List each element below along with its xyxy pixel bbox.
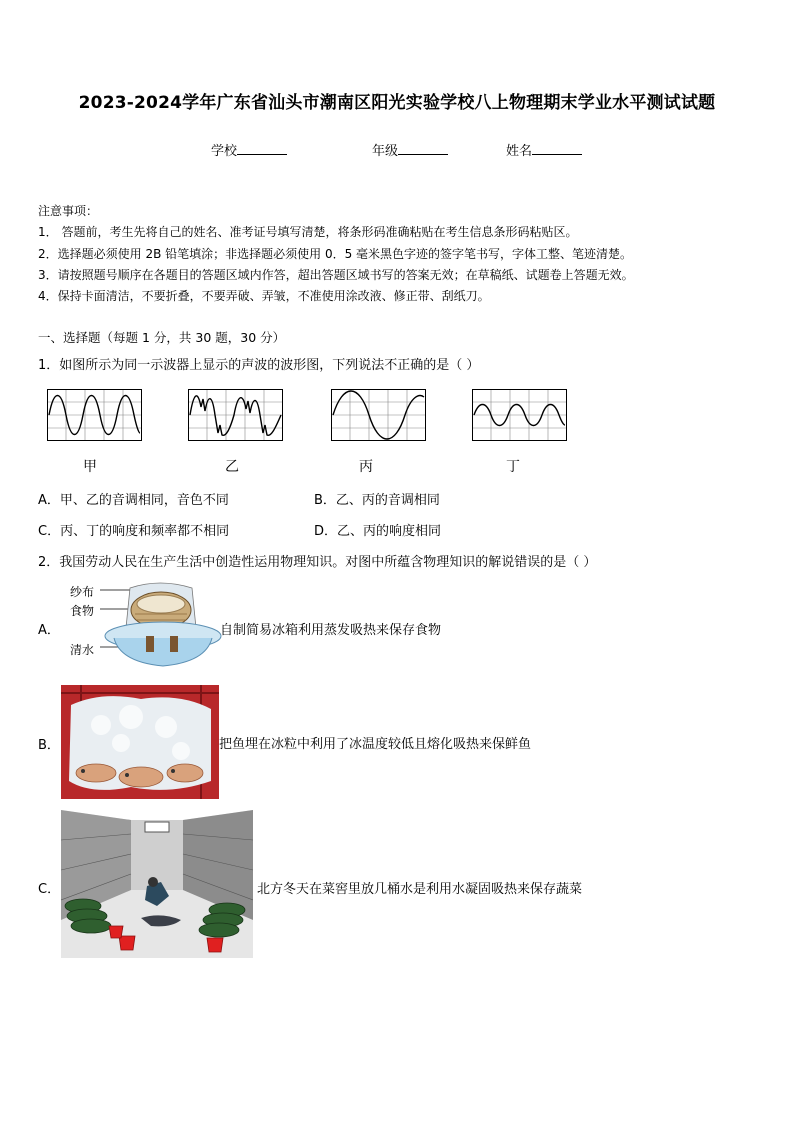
page-title: 2023-2024学年广东省汕头市潮南区阳光实验学校八上物理期末学业水平测试试题 (78, 93, 716, 113)
q2-option-c-prefix: C． (38, 882, 61, 897)
notice-item: 3．请按照题号顺序在各题目的答题区域内作答，超出答题区域书写的答案无效；在草稿纸、试题卷上答题无效。 (38, 268, 634, 282)
vegetable-cellar-illustration (61, 810, 253, 958)
cooler-illustration (100, 580, 222, 670)
q2-option-a-prefix: A． (38, 623, 60, 638)
label-food: 食物 (70, 604, 95, 618)
q2-option-b-caption: 把鱼埋在冰粒中利用了冰温度较低且熔化吸热来保鲜鱼 (219, 737, 532, 752)
grade-field: 年级 (372, 140, 448, 159)
name-field: 姓名 (506, 140, 582, 159)
question-1-stem: 1．如图所示为同一示波器上显示的声波的波形图，下列说法不正确的是（ ） (38, 358, 480, 373)
q1-option-d: D．乙、丙的响度相同 (314, 524, 442, 539)
q1-option-c: C．丙、丁的响度和频率都不相同 (38, 524, 230, 539)
wave-label: 甲 (83, 459, 97, 475)
waveform-jia (47, 389, 142, 441)
wave-label: 乙 (225, 459, 239, 475)
label-water: 清水 (70, 643, 95, 657)
label-gauze: 纱布 (70, 585, 95, 599)
notice-item: 1． 答题前，考生先将自己的姓名、准考证号填写清楚，将条形码准确粘贴在考生信息条形码粘贴区。 (38, 225, 578, 239)
q1-option-a: A．甲、乙的音调相同，音色不同 (38, 493, 229, 508)
notice-item: 4．保持卡面清洁，不要折叠，不要弄破、弄皱，不准使用涂改液、修正带、刮纸刀。 (38, 289, 490, 303)
section-heading: 一、选择题（每题 1 分，共 30 题，30 分） (38, 330, 286, 345)
q2-option-a-caption: 自制简易冰箱利用蒸发吸热来保存食物 (220, 623, 442, 638)
waveform-ding (472, 389, 567, 441)
wave-label: 丁 (506, 459, 520, 475)
q2-option-b-prefix: B． (38, 738, 60, 753)
fish-in-ice-photo (61, 685, 219, 799)
waveform-yi (188, 389, 283, 441)
notice-item: 2．选择题必须使用 2B 铅笔填涂；非选择题必须使用 0．5 毫米黑色字迹的签字笔书写，字体工整、笔迹清楚。 (38, 247, 633, 261)
wave-label: 丙 (359, 459, 373, 475)
waveform-bing (331, 389, 426, 441)
q1-option-b: B．乙、丙的音调相同 (314, 493, 440, 508)
q2-option-c-caption: 北方冬天在菜窖里放几桶水是利用水凝固吸热来保存蔬菜 (257, 882, 583, 897)
notice-heading: 注意事项： (38, 204, 99, 218)
school-field: 学校 (211, 140, 287, 159)
question-2-stem: 2．我国劳动人民在生产生活中创造性运用物理知识。对图中所蕴含物理知识的解说错误的是（ ） (38, 555, 597, 570)
